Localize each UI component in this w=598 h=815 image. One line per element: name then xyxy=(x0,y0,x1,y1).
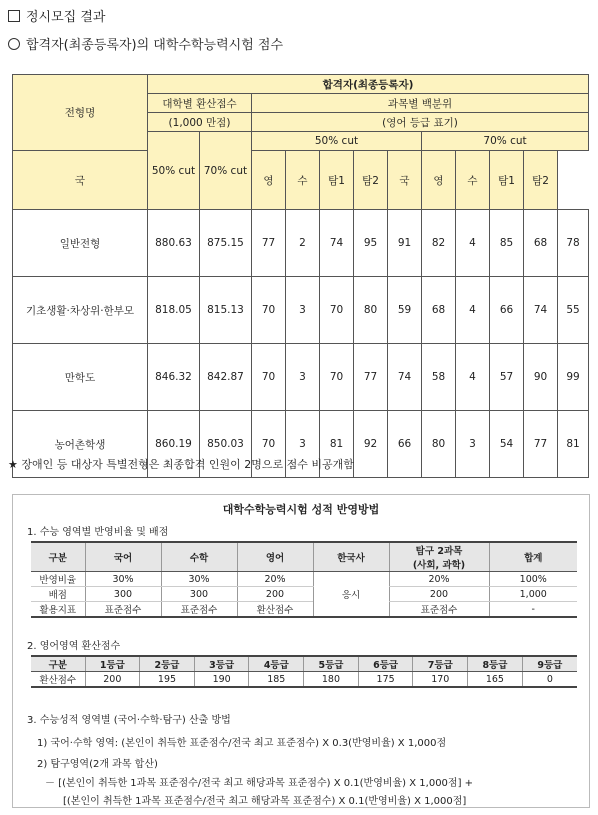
ratio-header: 한국사 xyxy=(313,542,389,572)
ratio-cell: - xyxy=(489,602,577,618)
grade-score: 190 xyxy=(194,672,249,688)
ratio-cell: 20% xyxy=(237,572,313,587)
score-cell: 815.13 xyxy=(200,277,252,344)
ratio-cell: 300 xyxy=(161,587,237,602)
grade-score: 165 xyxy=(468,672,523,688)
ratio-header: 영어 xyxy=(237,542,313,572)
method-title: 대학수학능력시험 성적 반영방법 xyxy=(222,503,380,516)
korean-history-cell: 응시 xyxy=(313,572,389,618)
method-section-1: 1. 수능 영역별 반영비율 및 배점 xyxy=(27,527,169,538)
subject-header: 탐2 xyxy=(354,151,388,210)
grade-header: 3등급 xyxy=(194,656,249,672)
method-panel xyxy=(12,494,590,808)
ratio-cell: 표준점수 xyxy=(161,602,237,618)
percentile-cell: 3 xyxy=(456,411,490,478)
grade-header: 4등급 xyxy=(249,656,304,672)
ratio-header: 국어 xyxy=(85,542,161,572)
ratio-cell: 표준점수 xyxy=(389,602,489,618)
pct-subheader: (영어 등급 표기) xyxy=(252,113,589,132)
grade-header: 5등급 xyxy=(304,656,359,672)
footnote: ★ 장애인 등 대상자 특별전형은 최종합격 인원이 2명으로 점수 비공개함 xyxy=(8,458,354,471)
percentile-cell: 70 xyxy=(252,344,286,411)
admission-type: 일반전형 xyxy=(13,210,148,277)
percentile-cell: 70 xyxy=(320,344,354,411)
subject-header: 탐1 xyxy=(320,151,354,210)
admission-type: 기초생활·차상위·한부모 xyxy=(13,277,148,344)
percentile-cell: 77 xyxy=(252,210,286,277)
percentile-cell: 54 xyxy=(490,411,524,478)
score-cell: 846.32 xyxy=(148,344,200,411)
subject-header: 영 xyxy=(252,151,286,210)
admission-type: 농어촌학생 xyxy=(13,411,148,478)
grade-score: 180 xyxy=(304,672,359,688)
percentile-cell: 95 xyxy=(354,210,388,277)
ratio-cell: 30% xyxy=(85,572,161,587)
ratio-cell: 20% xyxy=(389,572,489,587)
calc-line-1: 1) 국어·수학 영역: (본인이 취득한 표준점수/전국 최고 표준점수) X 0.3(반영비율) X 1,000점 xyxy=(37,738,447,749)
percentile-cell: 4 xyxy=(456,344,490,411)
ratio-cell: 반영비율 xyxy=(31,572,85,587)
grade-score: 200 xyxy=(85,672,140,688)
ratio-header: 합계 xyxy=(489,542,577,572)
percentile-cell: 4 xyxy=(456,210,490,277)
grade-score: 175 xyxy=(358,672,413,688)
group-header: 합격자(최종등록자) xyxy=(148,75,589,94)
percentile-cell: 74 xyxy=(320,210,354,277)
english-score-table xyxy=(31,655,577,688)
ratio-header: 탐구 2과목 (사회, 과학) xyxy=(389,542,489,572)
score-cell: 860.19 xyxy=(148,411,200,478)
page-title: 정시모집 결과 xyxy=(26,10,106,25)
percentile-cell: 85 xyxy=(490,210,524,277)
conv-header: 대학별 환산점수 xyxy=(148,94,252,113)
results-table xyxy=(12,74,589,478)
subject-header: 수 xyxy=(286,151,320,210)
calc-line-2: 2) 탐구영역(2개 과목 합산) xyxy=(37,759,158,770)
pct-header: 과목별 백분위 xyxy=(252,94,589,113)
percentile-cell: 3 xyxy=(286,344,320,411)
ratio-cell: 환산점수 xyxy=(237,602,313,618)
percentile-cell: 4 xyxy=(456,277,490,344)
percentile-cell: 68 xyxy=(524,210,558,277)
subject-header: 국 xyxy=(13,151,148,210)
score-cell: 818.05 xyxy=(148,277,200,344)
percentile-cell: 3 xyxy=(286,277,320,344)
section-heading xyxy=(8,6,105,25)
subject-header: 국 xyxy=(388,151,422,210)
subject-header: 탐2 xyxy=(524,151,558,210)
score-cell: 880.63 xyxy=(148,210,200,277)
percentile-cell: 59 xyxy=(388,277,422,344)
grade-header: 2등급 xyxy=(140,656,195,672)
percentile-cell: 78 xyxy=(558,210,589,277)
percentile-cell: 3 xyxy=(286,411,320,478)
ratio-cell: 활용지표 xyxy=(31,602,85,618)
ratio-cell: 200 xyxy=(389,587,489,602)
score-cell: 842.87 xyxy=(200,344,252,411)
percentile-cell: 81 xyxy=(320,411,354,478)
grade-header: 7등급 xyxy=(413,656,468,672)
table-row xyxy=(13,210,589,277)
subject-header: 탐1 xyxy=(490,151,524,210)
percentile-cell: 66 xyxy=(490,277,524,344)
ratio-cell: 표준점수 xyxy=(85,602,161,618)
percentile-cell: 90 xyxy=(524,344,558,411)
grade-header: 8등급 xyxy=(468,656,523,672)
percentile-cell: 99 xyxy=(558,344,589,411)
pct-70-header: 70% cut xyxy=(422,132,589,151)
checkbox-square-icon xyxy=(8,10,20,22)
subsection-heading xyxy=(8,34,283,53)
ratio-cell: 200 xyxy=(237,587,313,602)
ratio-cell: 300 xyxy=(85,587,161,602)
calc-line-4: [(본인이 취득한 1과목 표준점수/전국 최고 해당과목 표준점수) X 0.1(반영비율) X 1,000점] xyxy=(63,796,467,807)
grade-score: 195 xyxy=(140,672,195,688)
conv-50-header: 50% cut xyxy=(148,132,200,210)
table-row xyxy=(13,277,589,344)
percentile-cell: 68 xyxy=(422,277,456,344)
percentile-cell: 91 xyxy=(388,210,422,277)
percentile-cell: 74 xyxy=(524,277,558,344)
ratio-table xyxy=(31,541,577,618)
ratio-cell: 1,000 xyxy=(489,587,577,602)
table-row xyxy=(13,344,589,411)
percentile-cell: 58 xyxy=(422,344,456,411)
percentile-cell: 77 xyxy=(524,411,558,478)
ratio-cell: 30% xyxy=(161,572,237,587)
calc-line-3: － [(본인이 취득한 1과목 표준점수/전국 최고 해당과목 표준점수) X 0.1(반영비율) X 1,000점] + xyxy=(45,778,474,789)
ratio-cell: 100% xyxy=(489,572,577,587)
grade-score: 0 xyxy=(522,672,577,688)
percentile-cell: 66 xyxy=(388,411,422,478)
percentile-cell: 74 xyxy=(388,344,422,411)
percentile-cell: 80 xyxy=(354,277,388,344)
score-cell: 850.03 xyxy=(200,411,252,478)
conv-70-header: 70% cut xyxy=(200,132,252,210)
percentile-cell: 2 xyxy=(286,210,320,277)
method-section-2: 2. 영어영역 환산점수 xyxy=(27,641,121,652)
ratio-header: 구분 xyxy=(31,542,85,572)
percentile-cell: 70 xyxy=(320,277,354,344)
percentile-cell: 77 xyxy=(354,344,388,411)
ratio-cell: 배점 xyxy=(31,587,85,602)
subject-header: 영 xyxy=(422,151,456,210)
circle-bullet-icon xyxy=(8,38,20,50)
col-header-name: 전형명 xyxy=(13,75,148,151)
percentile-cell: 70 xyxy=(252,411,286,478)
percentile-cell: 80 xyxy=(422,411,456,478)
grade-score: 170 xyxy=(413,672,468,688)
percentile-cell: 81 xyxy=(558,411,589,478)
grade-header: 구분 xyxy=(31,656,85,672)
percentile-cell: 70 xyxy=(252,277,286,344)
conv-subheader: (1,000 만점) xyxy=(148,113,252,132)
percentile-cell: 57 xyxy=(490,344,524,411)
admission-type: 만학도 xyxy=(13,344,148,411)
subject-header: 수 xyxy=(456,151,490,210)
grade-header: 6등급 xyxy=(358,656,413,672)
grade-header: 9등급 xyxy=(522,656,577,672)
grade-score: 환산점수 xyxy=(31,672,85,688)
percentile-cell: 92 xyxy=(354,411,388,478)
score-cell: 875.15 xyxy=(200,210,252,277)
percentile-cell: 82 xyxy=(422,210,456,277)
grade-score: 185 xyxy=(249,672,304,688)
percentile-cell: 55 xyxy=(558,277,589,344)
method-section-3: 3. 수능성적 영역별 (국어·수학·탐구) 산출 방법 xyxy=(27,715,231,726)
ratio-header: 수학 xyxy=(161,542,237,572)
page-subtitle: 합격자(최종등록자)의 대학수학능력시험 점수 xyxy=(26,38,284,53)
pct-50-header: 50% cut xyxy=(252,132,422,151)
grade-header: 1등급 xyxy=(85,656,140,672)
